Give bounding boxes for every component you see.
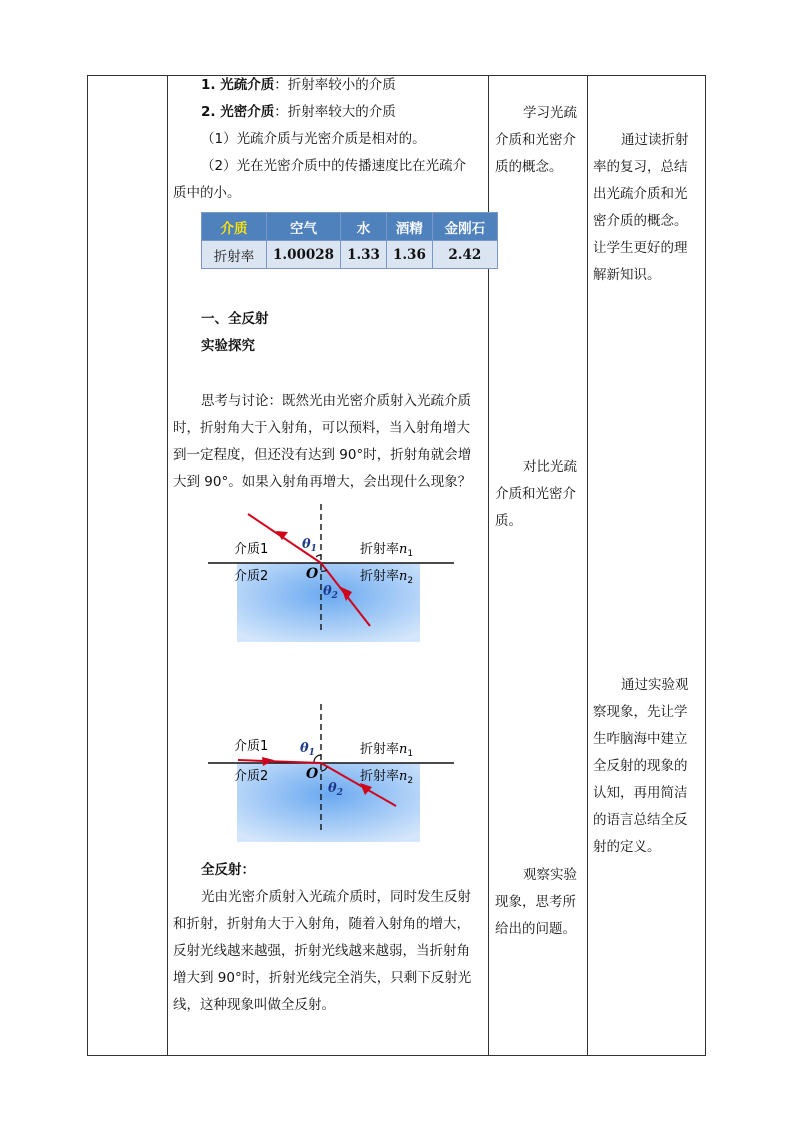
theta2-label: $\theta_2$ (328, 781, 343, 798)
activity-line: 介质和光密介 (495, 486, 576, 502)
definition-line: 增大到 90°时，折射光线完全消失，只剩下反射光 (173, 970, 472, 986)
note-1: （1）光疏介质与光密介质是相对的。 (201, 131, 426, 147)
origin-label: O (306, 766, 319, 782)
experiment-title: 实验探究 (201, 338, 255, 354)
think-line: 到一定程度，但还没有达到 90°时，折射角就会增 (173, 447, 472, 463)
angle-arc (316, 555, 321, 557)
activity-line: 介质和光密介 (495, 132, 576, 148)
column-divider (167, 75, 168, 1056)
header-cell: 水 (341, 213, 387, 241)
theta1-label: $\theta_1$ (300, 741, 315, 758)
definition-line: 和折射，折射角大于入射角，随着入射角的增大， (173, 916, 470, 932)
def-optically-thinner (201, 72, 396, 99)
activity-line: 对比光疏 (523, 459, 577, 475)
medium1-label: 介质1 (234, 542, 269, 557)
intent-line: 全反射的现象的 (593, 758, 688, 774)
value-cell: 2.42 (432, 241, 497, 269)
theta2-label: $\theta_2$ (323, 584, 338, 601)
n1-label: 折射率$n_1$ (360, 542, 414, 559)
def-text: ：折射率较小的介质 (274, 77, 396, 93)
intent-line: 解新知识。 (593, 267, 661, 283)
value-cell: 1.00028 (267, 241, 341, 269)
value-cell: 1.36 (386, 241, 432, 269)
medium1-label: 介质1 (234, 739, 269, 754)
medium2-label: 介质2 (234, 569, 269, 584)
activity-line: 现象，思考所 (495, 894, 576, 910)
value-cell: 1.33 (341, 241, 387, 269)
student-activity-b (495, 454, 583, 535)
intent-line: 射的定义。 (593, 839, 661, 855)
def-text: ：折射率较大的介质 (274, 104, 396, 120)
intent-line: 认知，再用简洁 (593, 785, 688, 801)
design-intent-a (593, 127, 701, 289)
n2-label: 折射率$n_2$ (360, 569, 414, 586)
term-thinner: 1. 光疏介质 (201, 77, 275, 93)
definition-line: 光由光密介质射入光疏介质时，同时发生反射 (201, 889, 471, 905)
origin-label: O (306, 566, 319, 582)
intent-line: 生咋脑海中建立 (593, 731, 688, 747)
refraction-figure-2 (200, 700, 460, 850)
intent-line: 察现象，先让学 (593, 704, 688, 720)
note-2a: （2）光在光密介质中的传播速度比在光疏介 (201, 158, 467, 174)
activity-line: 质的概念。 (495, 159, 563, 175)
n2-label: 折射率$n_2$ (360, 769, 414, 786)
term-denser: 2. 光密介质 (201, 104, 275, 120)
definition-line: 反射光线越来越强，折射光线越来越弱，当折射角 (173, 943, 470, 959)
intent-line: 密介质的概念。 (593, 213, 688, 229)
intent-line: 让学生更好的理 (593, 240, 688, 256)
activity-line: 质。 (495, 513, 522, 529)
activity-line: 学习光疏 (523, 105, 577, 121)
header-cell: 介质 (202, 213, 267, 241)
intent-line: 出光疏介质和光 (593, 186, 688, 202)
column-divider (587, 75, 588, 1056)
header-cell: 酒精 (386, 213, 432, 241)
medium2-label: 介质2 (234, 769, 269, 784)
activity-line: 观察实验 (523, 867, 577, 883)
section-title: 一、全反射 (201, 311, 269, 327)
angle-arc (314, 755, 321, 762)
think-line: 大到 90°。如果入射角再增大，会出现什么现象？ (173, 474, 472, 490)
intent-line: 的语言总结全反 (593, 812, 688, 828)
def-optically-denser (201, 99, 396, 126)
table-row (202, 241, 498, 269)
total-reflection-title: 全反射： (201, 862, 255, 878)
intent-line: 通过实验观 (621, 677, 689, 693)
header-cell: 金刚石 (432, 213, 497, 241)
design-intent-b (593, 672, 701, 861)
refractive-index-table (201, 212, 498, 269)
activity-line: 给出的问题。 (495, 921, 576, 937)
definition-line: 线，这种现象叫做全反射。 (173, 997, 335, 1013)
note-2b: 质中的小。 (173, 185, 241, 201)
intent-line: 率的复习，总结 (593, 159, 688, 175)
table-header-row (202, 213, 498, 241)
intent-line: 通过读折射 (621, 132, 689, 148)
header-cell: 空气 (267, 213, 341, 241)
think-line: 思考与讨论：既然光由光密介质射入光疏介质 (201, 393, 471, 409)
n1-label: 折射率$n_1$ (360, 742, 414, 759)
theta1-label: $\theta_1$ (302, 537, 317, 554)
think-line: 时，折射角大于入射角，可以预料，当入射角增大 (173, 420, 470, 436)
refraction-figure-1 (200, 500, 460, 650)
student-activity-c (495, 862, 583, 943)
row-label-cell: 折射率 (202, 241, 267, 269)
student-activity-a (495, 100, 583, 181)
